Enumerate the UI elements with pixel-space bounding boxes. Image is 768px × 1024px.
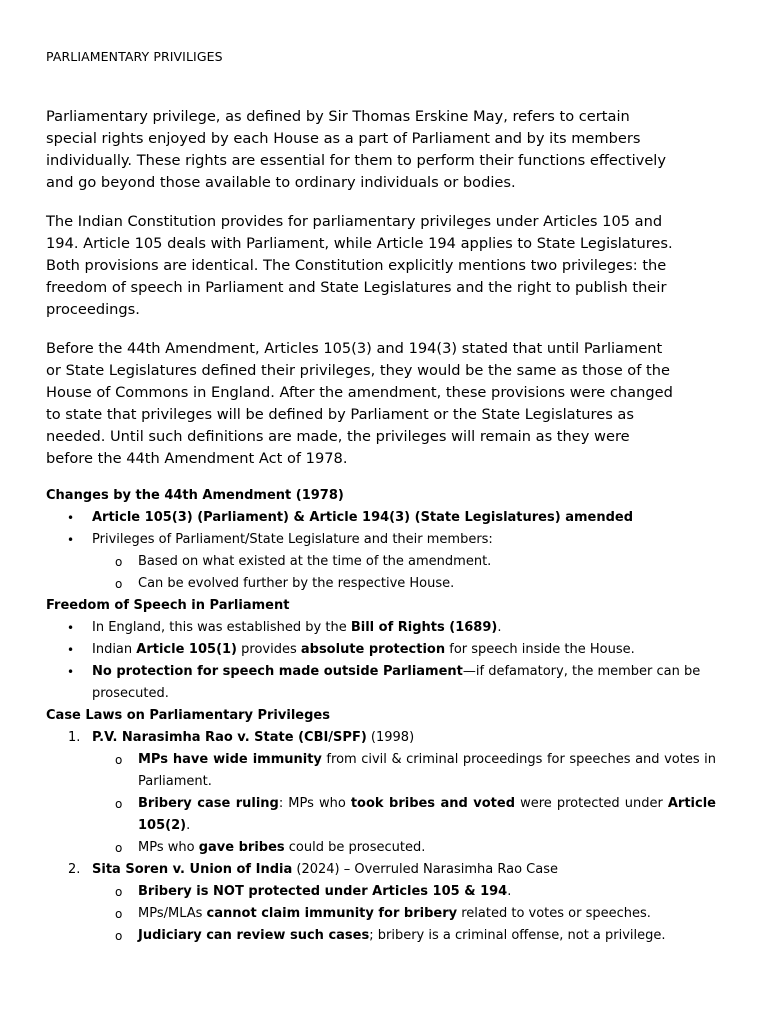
circle-marker: o <box>115 841 123 855</box>
paragraph-line: 194. Article 105 deals with Parliament, while Article 194 applies to State Legislatures. <box>46 235 673 252</box>
text-run: : MPs who <box>278 796 351 811</box>
bold-run: Bribery case ruling <box>138 796 279 811</box>
bold-run: Article 105(1) <box>136 642 237 657</box>
text-run: . <box>186 818 191 833</box>
text-run: related to votes or speeches. <box>457 906 651 921</box>
paragraph-line: individually. These rights are essential for them to perform their functions effectively <box>46 152 666 169</box>
text-run: from civil & criminal proceedings for speeches and votes in Parliament. <box>138 752 716 789</box>
circle-marker: o <box>115 885 123 899</box>
bold-run: absolute protection <box>300 642 446 657</box>
circle-marker: o <box>115 929 123 943</box>
bullet-marker: • <box>67 621 75 635</box>
bullet-marker: • <box>67 511 75 525</box>
bold-run: MPs have wide immunity <box>138 752 322 767</box>
list-item <box>46 617 716 639</box>
list-item <box>46 661 716 705</box>
circle-marker: o <box>115 907 123 921</box>
text-run: . <box>507 884 512 899</box>
case-name: Sita Soren v. Union of India <box>92 862 293 877</box>
bullet-marker: • <box>67 643 75 657</box>
notes-sections <box>46 485 716 947</box>
paragraph-line: special rights enjoyed by each House as a part of Parliament and by its members <box>46 130 641 147</box>
list-item <box>46 639 716 661</box>
paragraph-line: Both provisions are identical. The Constitution explicitly mentions two privileges: the <box>46 257 667 274</box>
circle-marker: o <box>115 797 123 811</box>
text-run: ; bribery is a criminal offense, not a privilege. <box>369 928 666 943</box>
paragraph-line: proceedings. <box>46 301 140 318</box>
text-run: for speech inside the House. <box>445 642 635 657</box>
paragraph-constitution <box>46 211 718 321</box>
paragraph-definition <box>46 106 718 194</box>
paragraph-line: freedom of speech in Parliament and State Legislatures and the right to publish their <box>46 279 667 296</box>
section-heading-cases: Case Laws on Parliamentary Privileges <box>46 708 330 723</box>
sub-list-item <box>46 793 716 837</box>
section-heading-speech: Freedom of Speech in Parliament <box>46 598 290 613</box>
list-item <box>46 529 716 551</box>
text-run: Indian <box>92 642 137 657</box>
bold-run: Judiciary can review such cases <box>138 928 370 943</box>
bold-run: took bribes and voted <box>350 796 516 811</box>
list-item-text: Privileges of Parliament/State Legislature and their members: <box>92 532 493 547</box>
sub-list-item <box>46 881 716 903</box>
list-item <box>46 507 716 529</box>
paragraph-line: Parliamentary privilege, as defined by Sir Thomas Erskine May, refers to certain <box>46 108 630 125</box>
paragraph-line: House of Commons in England. After the amendment, these provisions were changed <box>46 384 673 401</box>
bold-run: No protection for speech made outside Parliament <box>92 664 463 679</box>
circle-marker: o <box>115 555 123 569</box>
sub-list-item <box>46 749 716 793</box>
paragraph-line: and go beyond those available to ordinary individuals or bodies. <box>46 174 516 191</box>
number-marker: 2. <box>68 862 81 877</box>
sub-list-item <box>46 573 716 595</box>
text-run: MPs/MLAs <box>138 906 207 921</box>
section-heading-amendment: Changes by the 44th Amendment (1978) <box>46 488 344 503</box>
text-run: —if defamatory, the member can be prosecuted. <box>92 664 701 701</box>
text-run: In England, this was established by the <box>92 620 351 635</box>
bullet-marker: • <box>67 533 75 547</box>
paragraph-line: needed. Until such definitions are made, the privileges will remain as they were <box>46 428 630 445</box>
paragraph-line: The Indian Constitution provides for parliamentary privileges under Articles 105 and <box>46 213 663 230</box>
list-item-text: Can be evolved further by the respective House. <box>138 576 455 591</box>
number-marker: 1. <box>68 730 81 745</box>
text-run: could be prosecuted. <box>284 840 426 855</box>
paragraph-line: before the 44th Amendment Act of 1978. <box>46 450 348 467</box>
text-run: (1998) <box>366 730 415 745</box>
bold-run: Article 105(2) <box>138 796 716 833</box>
list-item-text: Based on what existed at the time of the amendment. <box>138 554 492 569</box>
text-run: (2024) – Overruled Narasimha Rao Case <box>292 862 558 877</box>
document-title: PARLIAMENTARY PRIVILIGES <box>46 49 223 64</box>
case-name: P.V. Narasimha Rao v. State (CBI/SPF) <box>92 730 367 745</box>
bold-run: gave bribes <box>198 840 285 855</box>
paragraph-line: or State Legislatures defined their privileges, they would be the same as those of the <box>46 362 670 379</box>
paragraph-amendment <box>46 338 718 470</box>
circle-marker: o <box>115 753 123 767</box>
paragraph-line: to state that privileges will be defined by Parliament or the State Legislatures as <box>46 406 634 423</box>
numbered-item <box>46 859 716 881</box>
text-run: were protected under <box>515 796 668 811</box>
sub-list-item <box>46 903 716 925</box>
numbered-item <box>46 727 716 749</box>
bold-run: Bill of Rights (1689) <box>350 620 498 635</box>
bullet-marker: • <box>67 665 75 679</box>
text-run: . <box>497 620 502 635</box>
sub-list-item <box>46 837 716 859</box>
bold-run: cannot claim immunity for bribery <box>206 906 458 921</box>
text-run: provides <box>237 642 301 657</box>
text-run: MPs who <box>138 840 199 855</box>
list-item-text: Article 105(3) (Parliament) & Article 194(3) (State Legislatures) amended <box>92 510 634 525</box>
intro-paragraphs <box>46 106 718 487</box>
bold-run: Bribery is NOT protected under Articles 105 & 194 <box>138 884 508 899</box>
circle-marker: o <box>115 577 123 591</box>
sub-list-item <box>46 925 716 947</box>
sub-list-item <box>46 551 716 573</box>
paragraph-line: Before the 44th Amendment, Articles 105(3) and 194(3) stated that until Parliament <box>46 340 663 357</box>
